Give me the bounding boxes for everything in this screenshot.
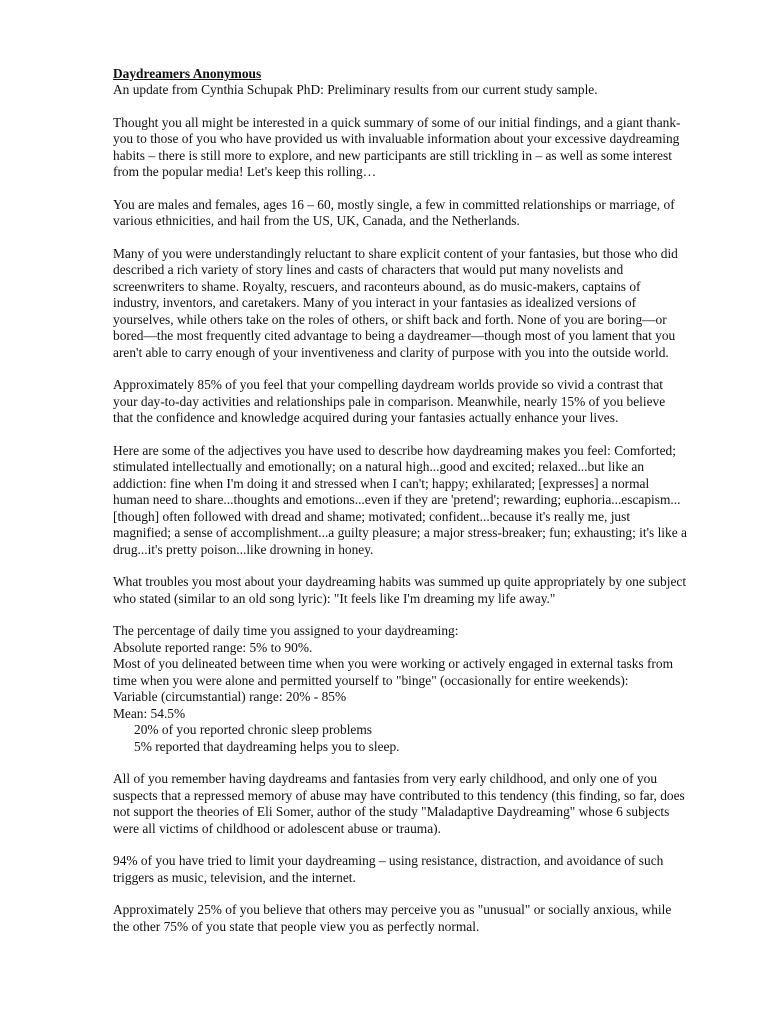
paragraph-contrast: Approximately 85% of you feel that your compelling daydream worlds provide so vivid a contrast that your day-to-day activities and relationships pale in comparison. Meanwhile, nearly 15% of you believe that the confidence and knowledge acquired during your fantasies actually enhance your lives. — [113, 377, 666, 425]
paragraph-fantasy-content: Many of you were understandingly reluctant to share explicit content of your fantasies, but those who did described a rich variety of story lines and casts of characters that would put many novelists and screenwriters to shame. Royalty, rescuers, and raconteurs abound, as do music-makers, captains of industry, inventors, and caretakers. Many of you interact in your fantasies as idealized versions of yourselves, while others take on the roles of others, or shift back and forth. None of you are boring—or bored—the most frequently cited advantage to being a daydreamer—though most of you lament that you aren't able to carry enough of your inventiveness and clarity of purpose with you into the outside world. — [113, 245, 678, 360]
stats-absolute-range: Absolute reported range: 5% to 90%. — [113, 639, 313, 655]
stats-mean: Mean: 54.5% — [113, 705, 186, 721]
paragraph-limiting: 94% of you have tried to limit your daydreaming – using resistance, distraction, and avoidance of such triggers as music, television, and the internet. — [113, 853, 664, 885]
stats-binge-note: Most of you delineated between time when you were working or actively engaged in external tasks from time when you were alone and permitted yourself to "binge" (occasionally for entire weekends): — [113, 656, 674, 688]
paragraph-demographics: You are males and females, ages 16 – 60, mostly single, a few in committed relationships or marriage, of various ethnicities, and hail from the US, UK, Canada, and the Netherlands. — [113, 196, 675, 228]
stats-variable-range: Variable (circumstantial) range: 20% - 85% — [113, 689, 347, 704]
paragraph-intro: Thought you all might be interested in a quick summary of some of our initial findings, and a giant thank-you to those of you who have provided us with invaluable information about your excessive daydreaming habits – there is still more to explore, and new participants are still trickling in – as well as some interest from the popular media! Let's keep this rolling… — [113, 114, 681, 179]
document-title: Daydreamers Anonymous — [113, 66, 262, 81]
stats-heading: The percentage of daily time you assigned to your daydreaming: — [113, 623, 459, 638]
paragraph-childhood: All of you remember having daydreams and fantasies from very early childhood, and only one of you suspects that a repressed memory of abuse may have contributed to this tendency (this finding, so far, does not support the theories of Eli Somer, author of the study "Maladaptive Daydreaming" whose 6 subjects were all victims of childhood or adolescent abuse or trauma). — [113, 771, 685, 836]
stats-sleep-problems: 20% of you reported chronic sleep problems — [134, 722, 372, 737]
paragraph-perception: Approximately 25% of you believe that others may perceive you as "unusual" or socially anxious, while the other 75% of you state that people view you as perfectly normal. — [113, 902, 672, 934]
stats-block — [113, 623, 688, 755]
stats-sleep-help: 5% reported that daydreaming helps you to sleep. — [134, 738, 400, 754]
document-subtitle: An update from Cynthia Schupak PhD: Preliminary results from our current study sample. — [113, 82, 598, 97]
paragraph-adjectives: Here are some of the adjectives you have used to describe how daydreaming makes you feel: Comforted; stimulated intellectually and emotionally; on a natural high...good and excited; relaxed...but like an addiction: fine when I'm doing it and stressed when I can't; happy; exhilarated; [expresses] a normal human need to share...thoughts and emotions...even if they are 'pretend'; rewarding; euphoria...escapism...[though] often followed with dread and shame; motivated; confident...because it's really me, just magnified; a sense of accomplishment...a guilty pleasure; a major stress-breaker; fun; exhausting; it's like a drug...it's pretty poison...like drowning in honey. — [113, 442, 687, 557]
paragraph-troubles: What troubles you most about your daydreaming habits was summed up quite appropriately by one subject who stated (similar to an old song lyric): "It feels like I'm dreaming my life away." — [113, 574, 687, 606]
